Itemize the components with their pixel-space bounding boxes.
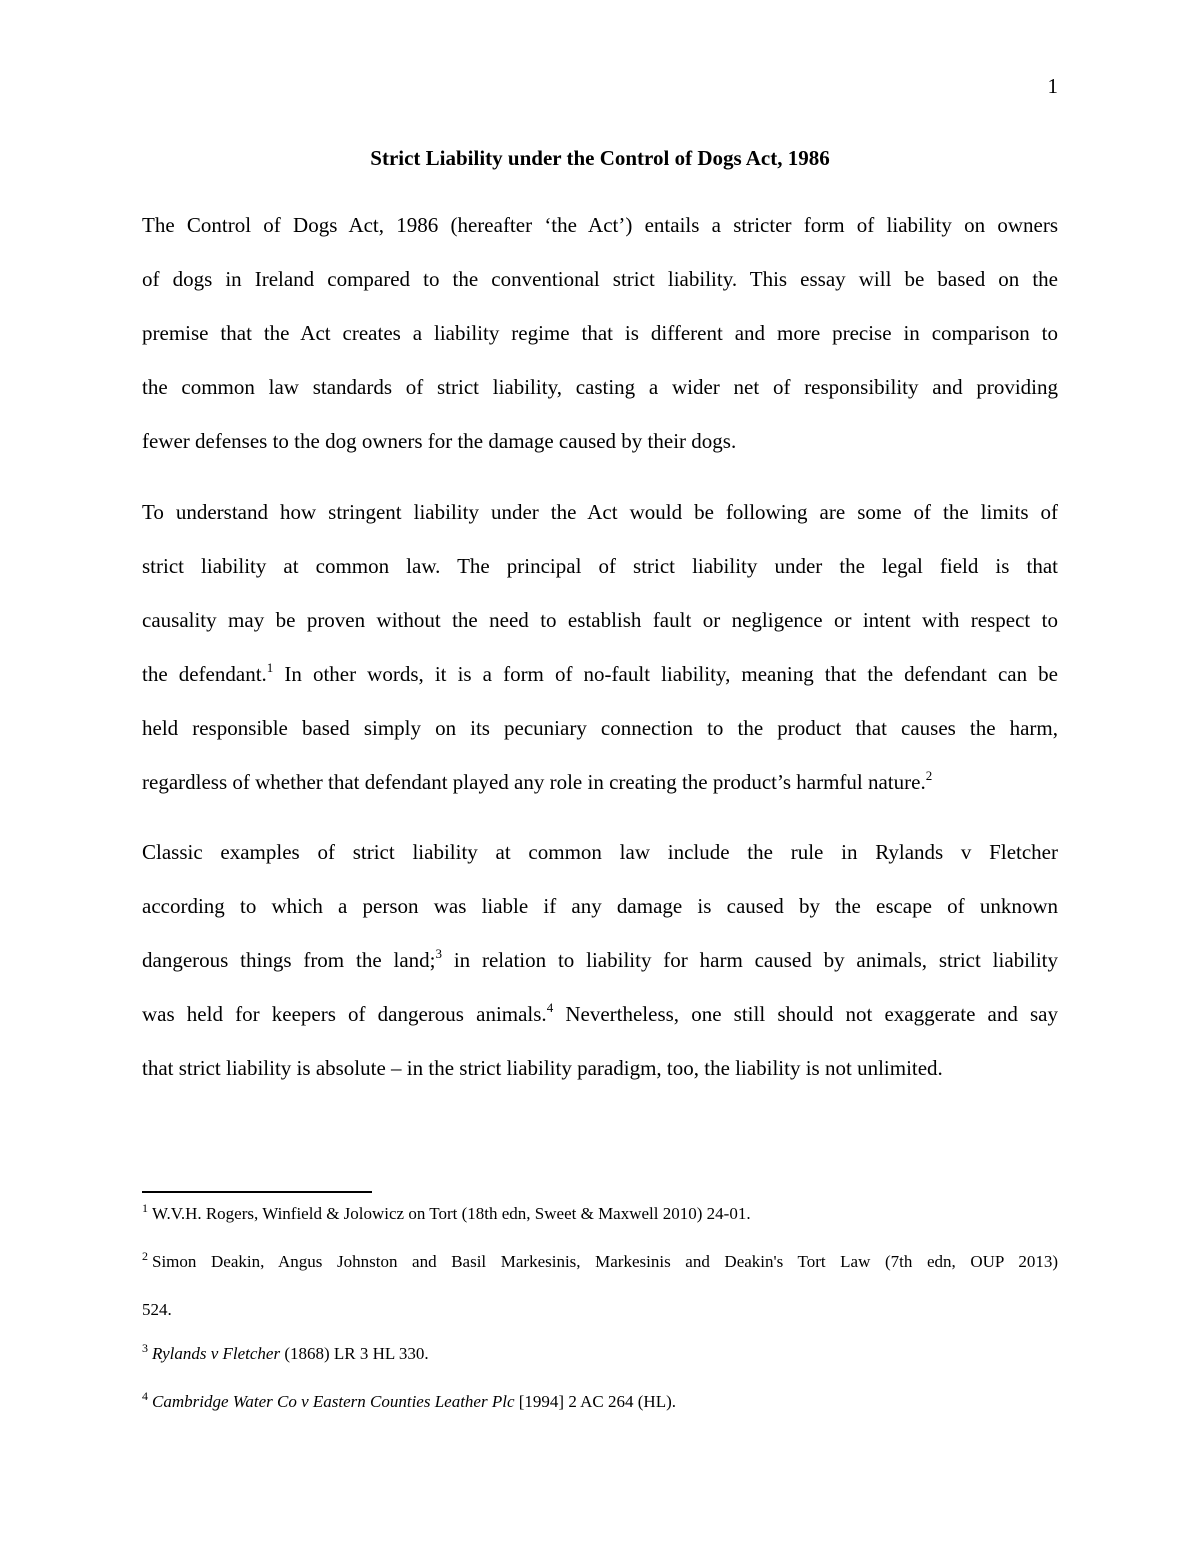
footnote-ref-1[interactable]: 1 <box>266 660 274 675</box>
paragraph-line: strict liability at common law. The principal of strict liability under the legal field is that <box>142 554 1058 578</box>
paragraph-line: of dogs in Ireland compared to the conventional strict liability. This essay will be based on the <box>142 267 1058 291</box>
paragraph-line: that strict liability is absolute – in the strict liability paradigm, too, the liability is not unlimited. <box>142 1056 943 1080</box>
document-title: Strict Liability under the Control of Dogs Act, 1986 <box>370 146 830 170</box>
footnote-2 <box>142 1238 1058 1334</box>
footnote-line <box>142 1238 1058 1286</box>
footnote-line <box>142 1378 1058 1426</box>
footnote-text: Simon Deakin, Angus Johnston and Basil Markesinis, Markesinis and Deakin's Tort Law (7th edn, OUP 2013) <box>152 1252 1058 1271</box>
paragraph-2 <box>142 485 1058 809</box>
footnote-ref-2[interactable]: 2 <box>925 768 933 783</box>
footnote-line: 524. <box>142 1300 172 1319</box>
citation: (1868) LR 3 HL 330. <box>280 1344 429 1363</box>
footnote-4 <box>142 1378 1058 1426</box>
footnote-text: W.V.H. Rogers, Winfield & Jolowicz on Tort (18th edn, Sweet & Maxwell 2010) 24-01. <box>152 1204 751 1223</box>
footnote-mark: 4 <box>142 1389 148 1403</box>
line-text: Nevertheless, one still should not exaggerate and say <box>565 1002 1059 1026</box>
footnote-line <box>142 1190 1058 1238</box>
paragraph-line: the common law standards of strict liability, casting a wider net of responsibility and providing <box>142 375 1058 399</box>
line-text: regardless of whether that defendant played any role in creating the product’s harmful nature. <box>142 770 926 794</box>
footnote-mark: 3 <box>142 1341 148 1355</box>
footnote-mark: 1 <box>142 1201 148 1215</box>
paragraph-line: held responsible based simply on its pecuniary connection to the product that causes the harm, <box>142 716 1058 740</box>
line-text: the defendant. <box>142 662 267 686</box>
paragraph-line: causality may be proven without the need to establish fault or negligence or intent with respect to <box>142 608 1058 632</box>
citation: [1994] 2 AC 264 (HL). <box>514 1392 676 1411</box>
paragraph-line: Classic examples of strict liability at common law include the rule in Rylands v Fletcher <box>142 840 1058 864</box>
paragraph-3 <box>142 825 1058 1095</box>
footnote-3 <box>142 1330 1058 1378</box>
line-text: In other words, it is a form of no-fault liability, meaning that the defendant can be <box>284 662 1059 686</box>
case-name: Cambridge Water Co v Eastern Counties Leather Plc <box>152 1392 515 1411</box>
paragraph-line <box>142 933 1058 987</box>
line-text: was held for keepers of dangerous animals. <box>142 1002 547 1026</box>
footnote-mark: 2 <box>142 1249 148 1263</box>
paragraph-line <box>142 755 1058 809</box>
paragraph-line <box>142 987 1058 1041</box>
page-number: 1 <box>1047 74 1058 98</box>
paragraph-1 <box>142 198 1058 468</box>
footnote-ref-3[interactable]: 3 <box>435 946 442 961</box>
paragraph-line: premise that the Act creates a liability regime that is different and more precise in comparison to <box>142 321 1058 345</box>
paragraph-line <box>142 647 1058 701</box>
footnote-ref-4[interactable]: 4 <box>546 1000 554 1015</box>
line-text: in relation to liability for harm caused by animals, strict liability <box>453 948 1058 972</box>
case-name: Rylands v Fletcher <box>152 1344 281 1363</box>
paragraph-line: The Control of Dogs Act, 1986 (hereafter ‘the Act’) entails a stricter form of liability on owners <box>142 213 1058 237</box>
line-text: dangerous things from the land; <box>142 948 436 972</box>
paragraph-line: fewer defenses to the dog owners for the damage caused by their dogs. <box>142 429 737 453</box>
paragraph-line: according to which a person was liable if any damage is caused by the escape of unknown <box>142 894 1058 918</box>
footnote-line <box>142 1330 1058 1378</box>
paragraph-line: To understand how stringent liability under the Act would be following are some of the limits of <box>142 500 1058 524</box>
footnote-1 <box>142 1190 1058 1238</box>
